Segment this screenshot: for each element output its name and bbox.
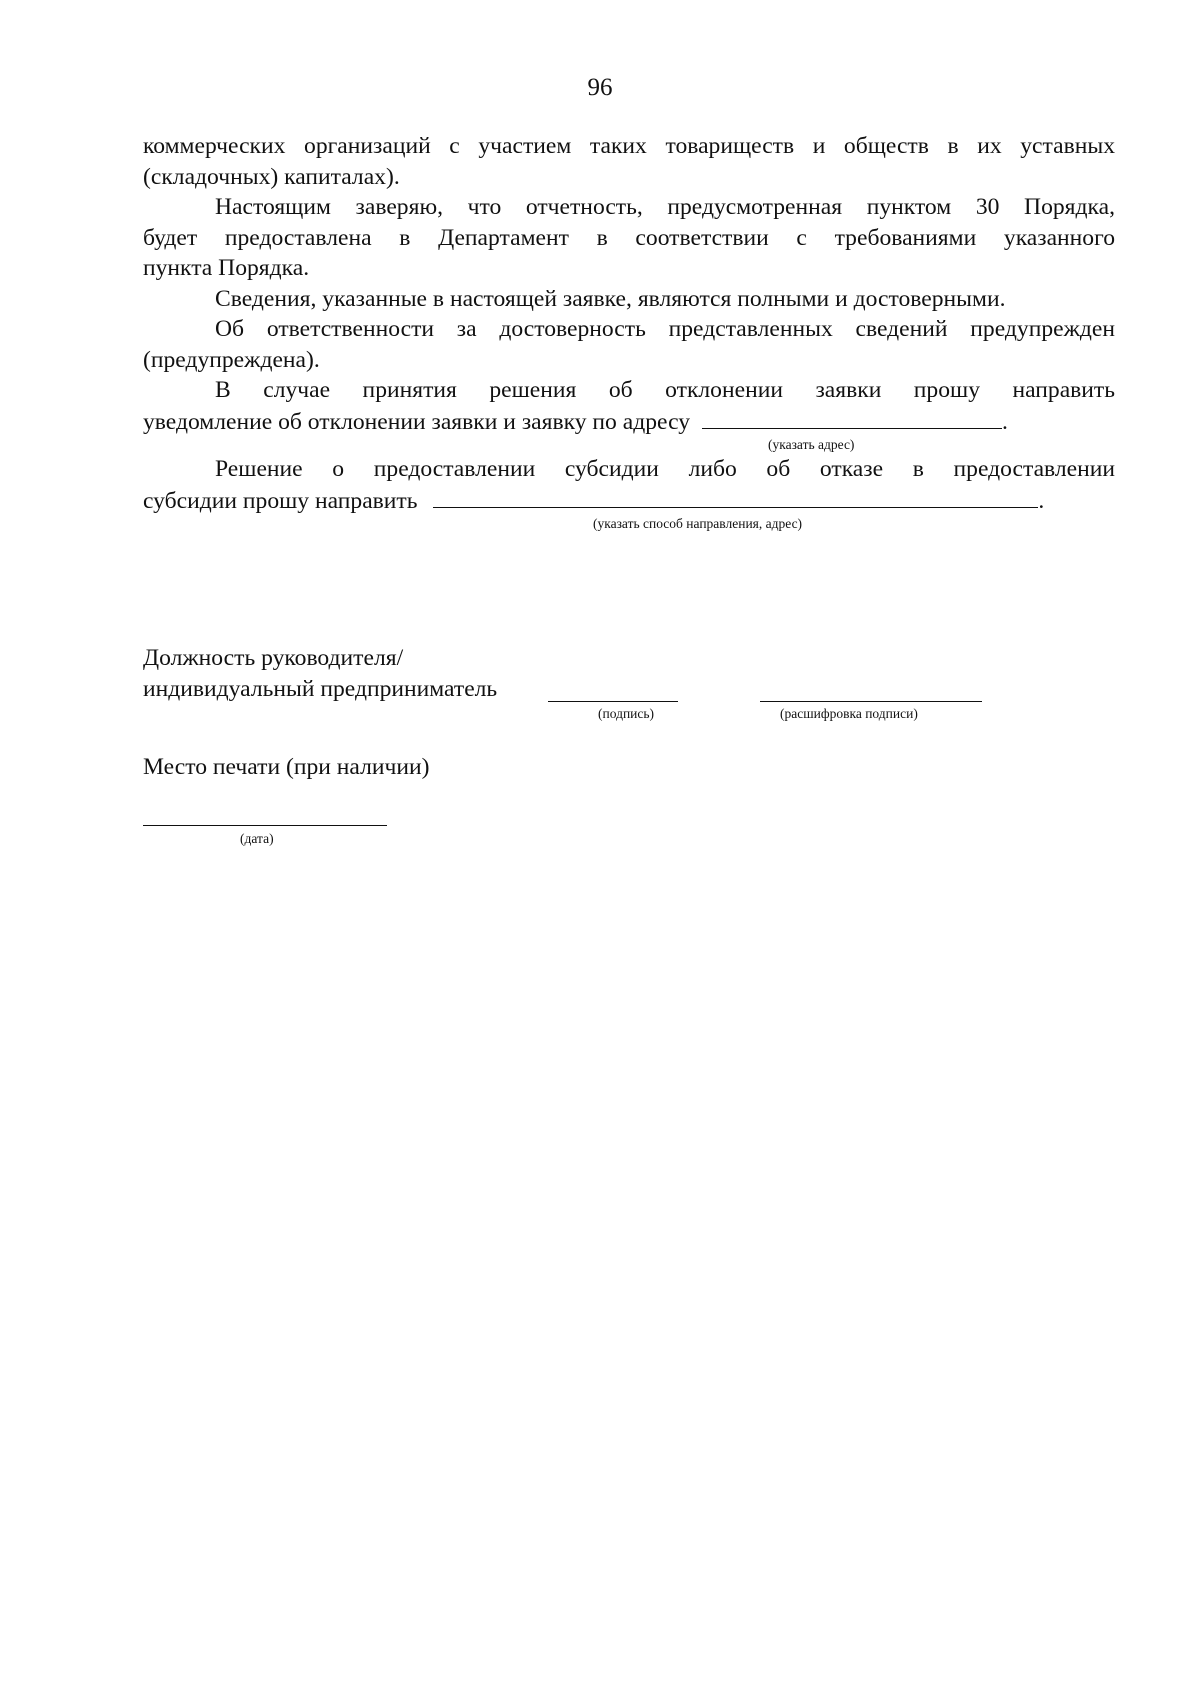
text-line: Об ответственности за достоверность представленных сведений предупрежден [215, 316, 1115, 342]
page-number: 96 [587, 74, 613, 101]
text-line [143, 406, 1115, 438]
address-field[interactable] [702, 406, 1002, 429]
position-label-line1: Должность руководителя/ [143, 645, 404, 671]
text-line: (складочных) капиталах). [143, 163, 400, 190]
text-line: (предупреждена). [143, 346, 320, 373]
text-line: будет предоставлена в Департамент в соответствии с требованиями указанного [143, 224, 1115, 251]
signature-decoding-field[interactable] [760, 701, 982, 702]
text-line: Решение о предоставлении субсидии либо об отказе в предоставлении [215, 456, 1115, 482]
signature-decoding-hint: (расшифровка подписи) [780, 706, 918, 721]
stamp-place-label: Место печати (при наличии) [143, 754, 430, 780]
address-hint: (указать адрес) [768, 437, 855, 452]
signature-block [143, 643, 497, 705]
spacer [143, 437, 1115, 454]
text-line: Настоящим заверяю, что отчетность, предусмотренная пунктом 30 Порядка, [215, 194, 1115, 220]
delivery-method-field[interactable] [433, 485, 1038, 508]
signature-field[interactable] [548, 701, 678, 702]
period: . [1001, 408, 1008, 435]
text-line-part: субсидии прошу направить [143, 487, 418, 514]
text-line-part: уведомление об отклонении заявки и заявку по адресу [143, 408, 691, 435]
delivery-method-hint: (указать способ направления, адрес) [593, 516, 803, 531]
text-line [143, 485, 1115, 517]
paragraph-rejection-notice [143, 375, 1115, 437]
text-line: пункта Порядка. [143, 255, 310, 281]
paragraph-decision-delivery [143, 454, 1115, 516]
date-field[interactable] [143, 825, 387, 826]
paragraph-reporting [143, 192, 1115, 284]
period: . [1038, 487, 1045, 514]
signature-hint: (подпись) [598, 706, 655, 721]
position-label-line2: индивидуальный предприниматель [143, 676, 498, 702]
text-line: В случае принятия решения об отклонении заявки прошу направить [215, 377, 1115, 403]
date-hint: (дата) [240, 831, 274, 846]
text-line: Сведения, указанные в настоящей заявке, являются полными и достоверными. [215, 285, 1006, 312]
text-line: коммерческих организаций с участием таких товариществ и обществ в их уставных [143, 133, 1115, 159]
document-body [143, 131, 1115, 516]
paragraph-accuracy [143, 284, 1115, 315]
paragraph-responsibility [143, 314, 1115, 375]
paragraph-continuation [143, 131, 1115, 192]
